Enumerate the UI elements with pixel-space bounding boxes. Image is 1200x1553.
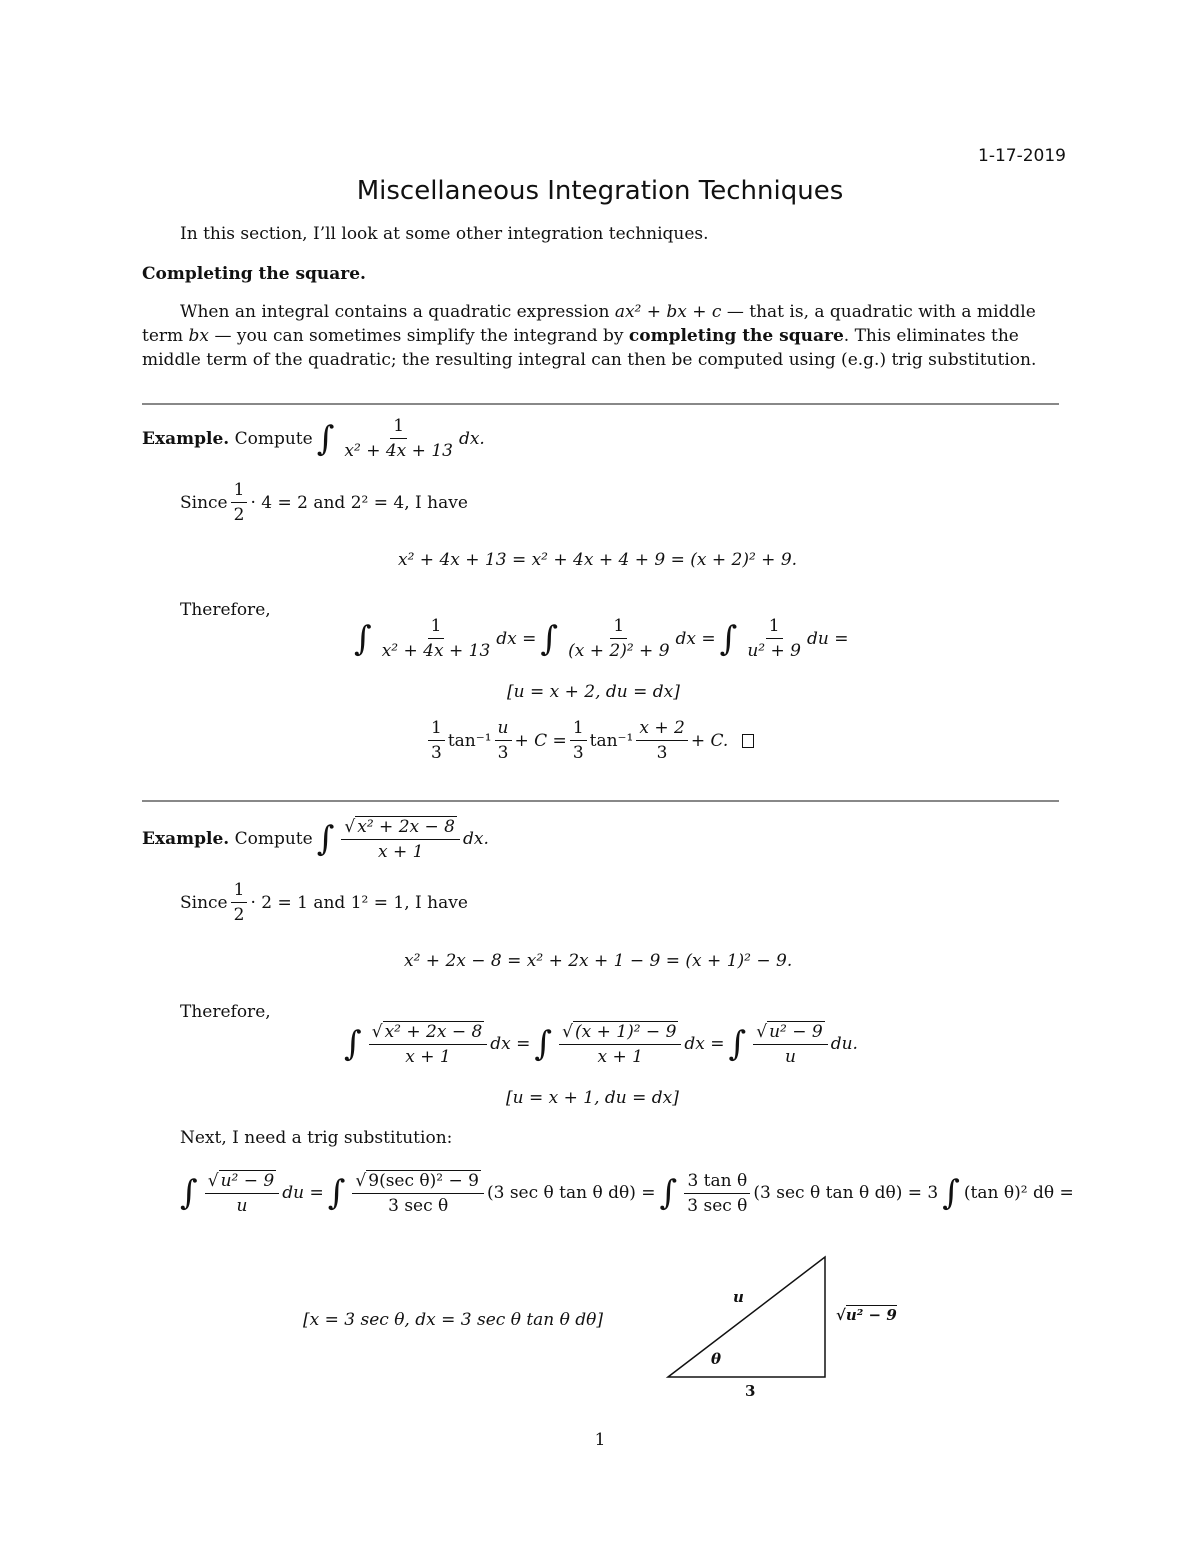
page-title: Miscellaneous Integration Techniques [356,176,844,206]
example2-next: Next, I need a trig substitution: [180,1128,453,1148]
example1-equation: x² + 4x + 13 = x² + 4x + 4 + 9 = (x + 2)² + 9. [398,550,798,570]
section-paragraph: When an integral contains a quadratic expression ax² + bx + c — that is, a quadratic with a middle term bx — you can sometimes simplify the integrand by completing the square. This eliminates the middle term of the quadratic; the resulting integral can then be computed using (e.g.) trig substitution. [142,302,1037,370]
example1-integral-chain: ∫ $\frac{1}{\text{x² + 4x + 13}}$ dx = ∫ $\frac{1}{\text{(x + 2)² + 9}}$ dx = ∫ $\frac{1}{\text{u² + 9}}$ du = [354,616,849,661]
qed-box [742,734,754,748]
page-number: 1 [594,1430,606,1450]
triangle-shape [668,1257,825,1377]
example1-substitution: [u = x + 2, du = dx] [507,682,680,702]
example2-equation: x² + 2x − 8 = x² + 2x + 1 − 9 = (x + 1)² − 9. [404,951,793,971]
example2-since: Since $\frac{1}{2}$ · 2 = 1 and 1² = 1, I have [180,880,468,925]
example1-result: $\frac{1}{3}$ tan⁻¹ $\frac{u}{3}$ + C = $\frac{1}{3}$ tan⁻¹ $\frac{x + 2}{3}$ + C. [425,718,754,763]
triangle-adjacent-label: 3 [745,1382,756,1400]
example1-statement: Example. Compute ∫ $\frac{1}{\text{x² + 4x + 13}}$ dx. [142,416,485,461]
example1-since: Since $\frac{1}{2}$ · 4 = 2 and 2² = 4, I have [180,480,468,525]
intro-text: In this section, I’ll look at some other integration techniques. [180,224,709,244]
triangle-angle-label: θ [711,1350,722,1368]
example2-integral-chain: ∫ √ x² + 2x − 8 x + 1 dx = ∫ √ (x + 1)² − 9 x + 1 dx = ∫ √ u² − 9 u du. [344,1022,858,1067]
divider [142,800,1059,802]
date: 1-17-2019 [978,146,1066,166]
right-triangle-diagram [660,1250,920,1410]
example2-statement: Example. Compute ∫ √ x² + 2x − 8 x + 1 dx. [142,817,489,862]
divider [142,403,1059,405]
example2-therefore: Therefore, [180,1002,271,1022]
example2-trig-chain: ∫ √ u² − 9 u du = ∫ √ 9(sec θ)² − 9 3 sec θ (3 sec θ tan θ dθ) = ∫ $\frac{\text{3 tan θ}}{\text{3 sec θ}}$ (3 sec θ tan θ dθ) = 3 ∫ (tan θ)² dθ = [180,1170,1074,1216]
example2-trig-substitution: [x = 3 sec θ, dx = 3 sec θ tan θ dθ] [303,1310,604,1330]
example2-substitution: [u = x + 1, du = dx] [506,1088,679,1108]
example1-therefore: Therefore, [180,600,271,620]
section-heading: Completing the square. [142,264,366,284]
triangle-opposite-label: √u² − 9 [836,1306,897,1324]
triangle-hypotenuse-label: u [733,1288,744,1306]
